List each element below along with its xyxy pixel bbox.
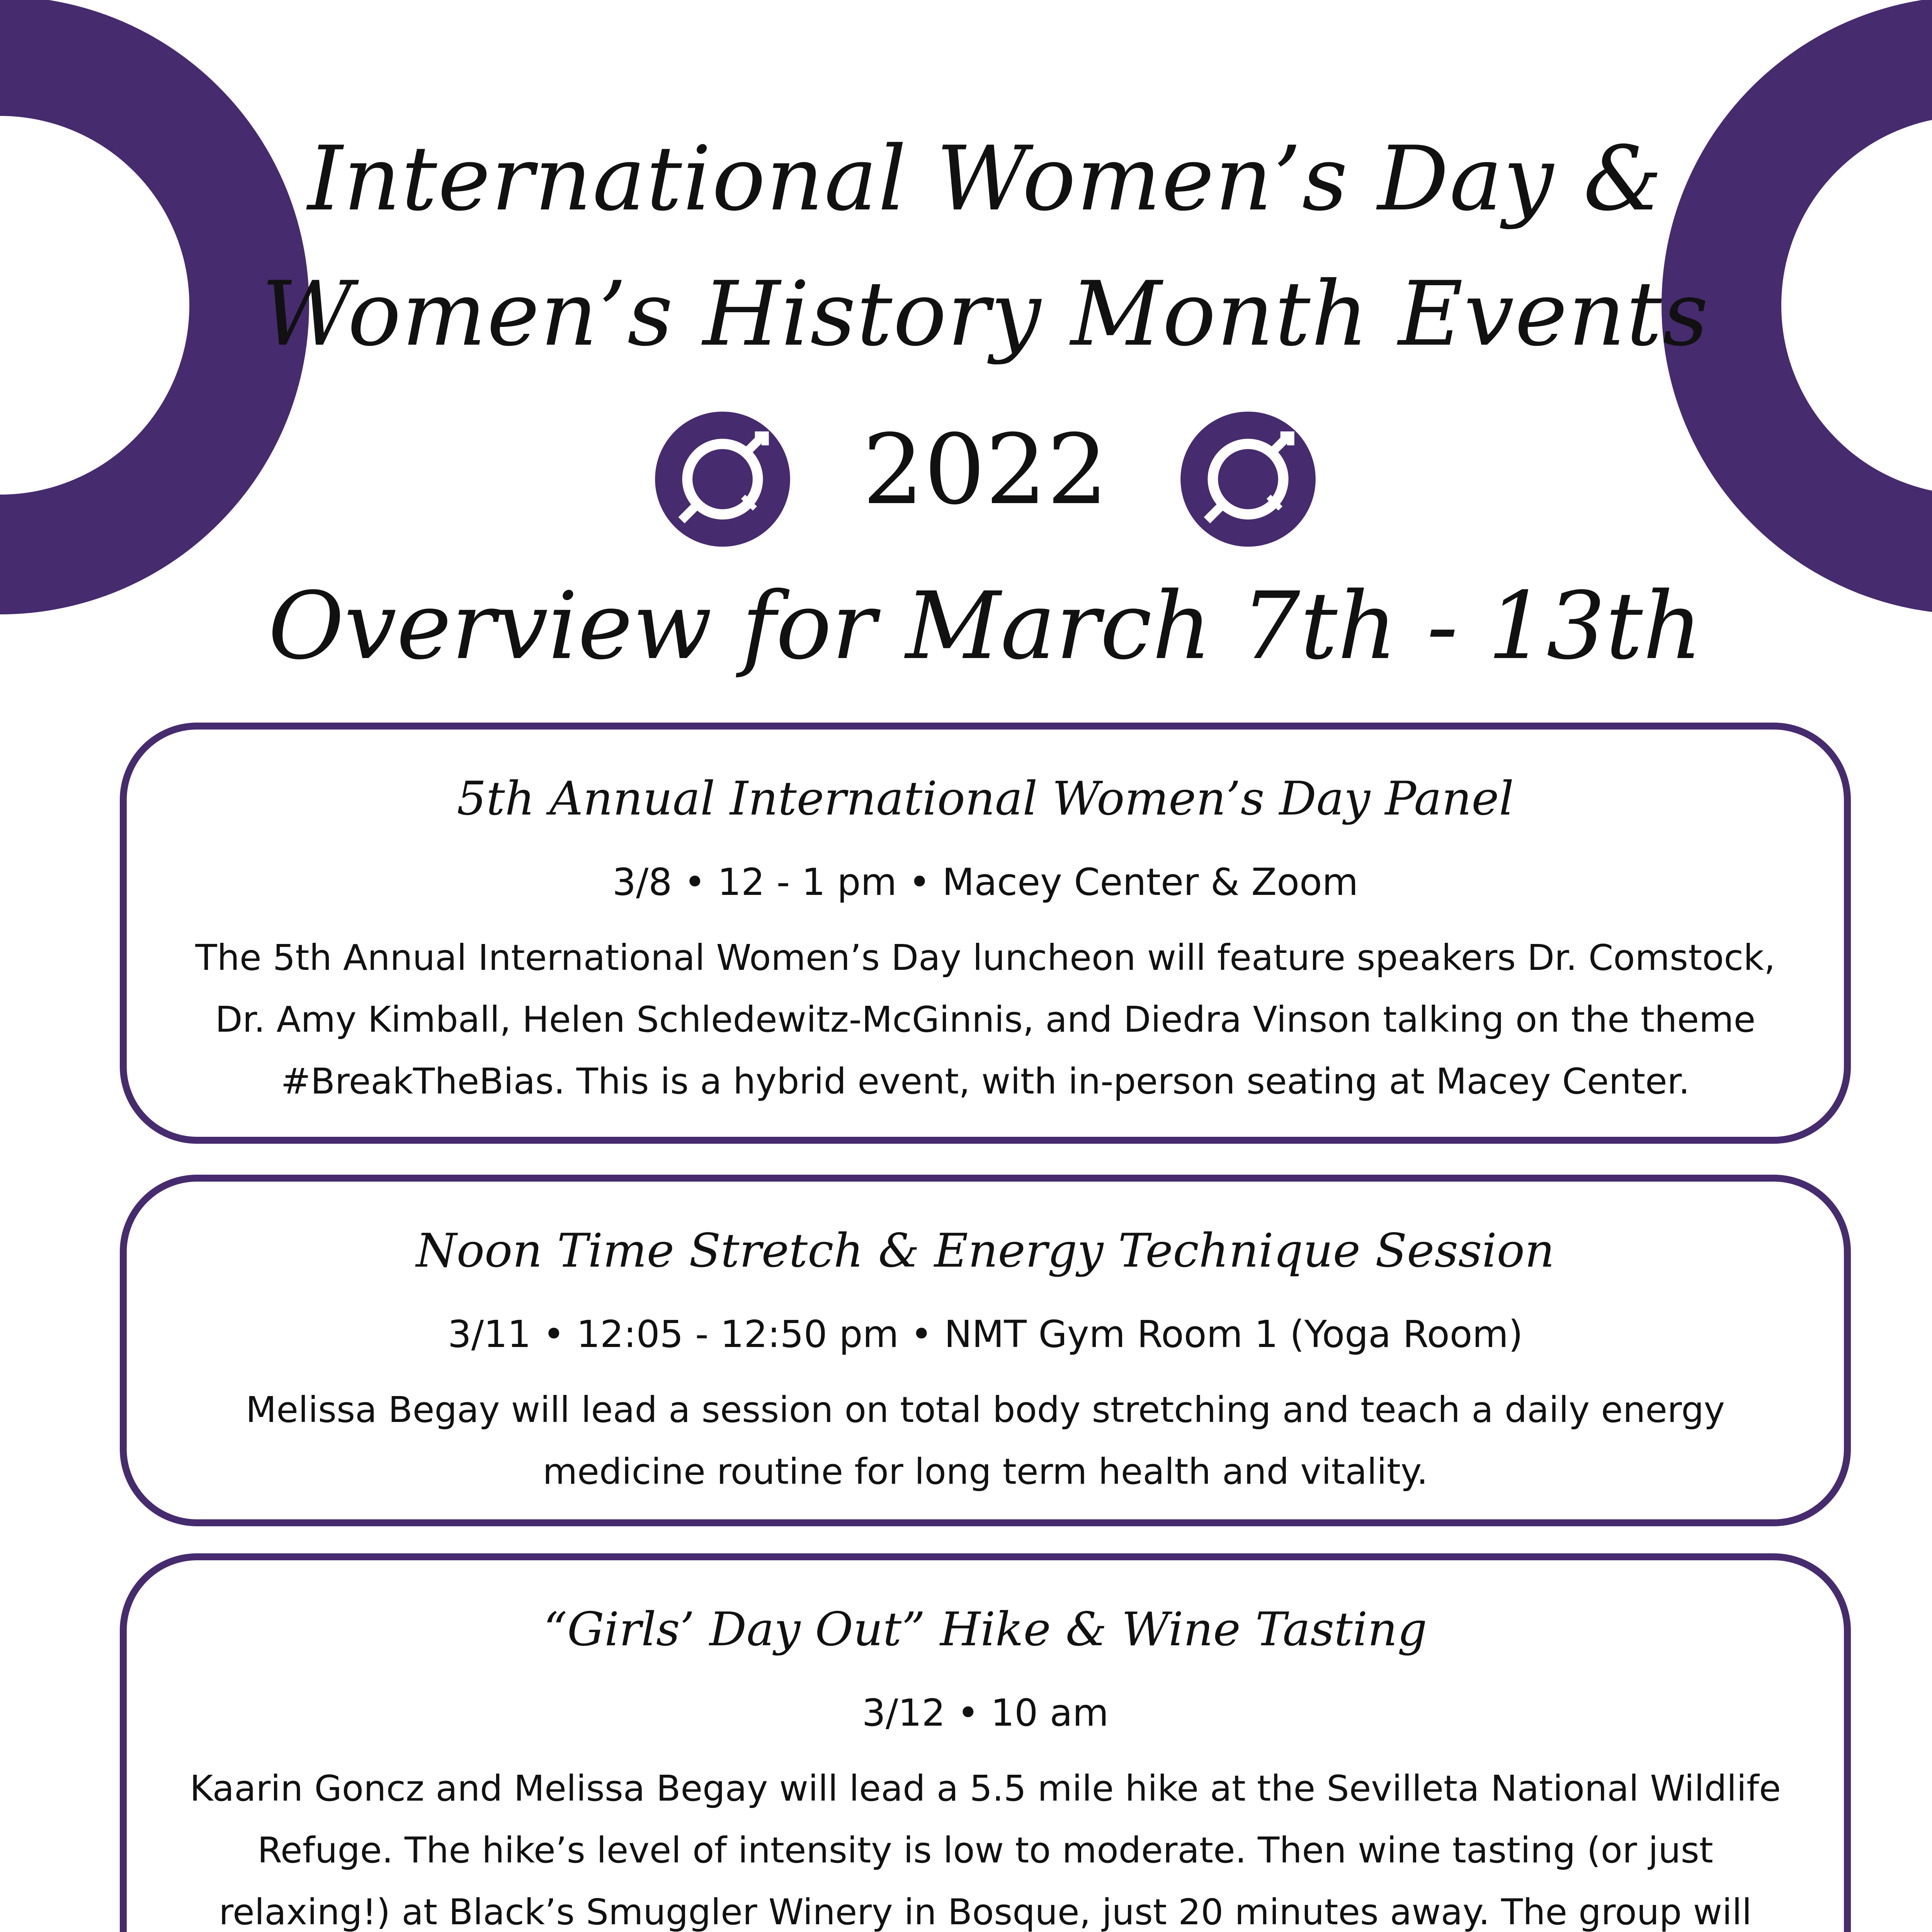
event-card: [120, 1553, 1851, 1932]
page-title-line-2: Women’s History Month Events: [261, 263, 1709, 366]
event-title: 5th Annual International Women’s Day Panel: [457, 772, 1514, 826]
gender-equality-symbol-icon: [1175, 406, 1321, 553]
year-row: [0, 406, 1932, 545]
event-description: Kaarin Goncz and Melissa Begay will lead a 5.5 mile hike at the Sevilleta National Wildlife Refuge. The hike’s level of intensity is low to moderate. Then wine tasting (or just relaxing!) at Black’s Smuggler Winery in Bosque, just 20 minutes away. The group will: [190, 1768, 1781, 1932]
event-description: Melissa Begay will lead a session on total body stretching and teach a daily energy medicine routine for long term health and vitality.: [246, 1389, 1725, 1492]
event-description: The 5th Annual International Women’s Day luncheon will feature speakers Dr. Comstock, Dr. Amy Kimball, Helen Schledewitz-McGinnis, and Diedra Vinson talking on the theme #BreakTheBias. This is a hybrid event, with in-person seating at Macey Center.: [195, 937, 1776, 1102]
page-title-line-1: International Women’s Day &: [307, 128, 1663, 231]
event-title: Noon Time Stretch & Energy Technique Session: [416, 1224, 1555, 1278]
event-card: [120, 723, 1851, 1144]
gender-equality-symbol-icon: [649, 406, 796, 553]
event-meta: 3/8 • 12 - 1 pm • Macey Center & Zoom: [612, 861, 1359, 904]
event-card: [120, 1175, 1851, 1526]
event-meta: 3/11 • 12:05 - 12:50 pm • NMT Gym Room 1 (Yoga Room): [447, 1313, 1523, 1356]
year-text: 2022: [862, 413, 1109, 526]
overview-heading: Overview for March 7th - 13th: [268, 572, 1703, 680]
event-title: “Girls’ Day Out” Hike & Wine Tasting: [543, 1603, 1427, 1656]
event-meta: 3/12 • 10 am: [862, 1691, 1109, 1735]
